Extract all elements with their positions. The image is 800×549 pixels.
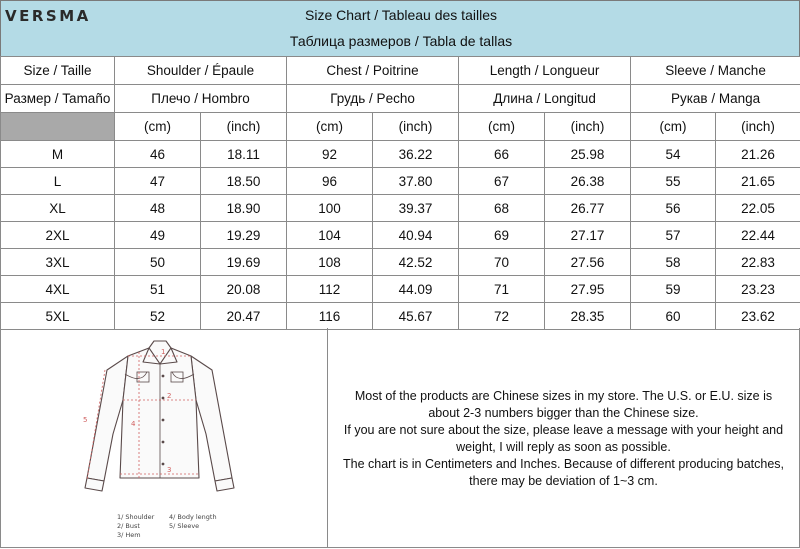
chest-inch-cell: 44.09: [373, 276, 459, 303]
length-cm-cell: 70: [459, 249, 545, 276]
unit-inch: (inch): [201, 113, 287, 141]
length-cm-cell: 72: [459, 303, 545, 330]
chest-inch-cell: 37.80: [373, 168, 459, 195]
note-line: about 2-3 numbers bigger than the Chinese size.: [428, 406, 699, 420]
size-rows: [1, 141, 800, 330]
length-inch-cell: 25.98: [545, 141, 631, 168]
diagram-label-2: 2: [167, 392, 172, 400]
chest-inch-cell: 40.94: [373, 222, 459, 249]
chest-inch-cell: 39.37: [373, 195, 459, 222]
sleeve-cm-cell: 57: [631, 222, 716, 249]
diagram-label-5: 5: [83, 416, 88, 424]
legend-shoulder: 1/ Shoulder: [117, 513, 155, 521]
size-row: [1, 195, 800, 222]
legend-hem: 3/ Hem: [117, 531, 141, 539]
size-row: [1, 168, 800, 195]
legend-body-length: 4/ Body length: [169, 513, 217, 521]
unit-cm: (cm): [115, 113, 201, 141]
note-line: there may be deviation of 1~3 cm.: [469, 474, 658, 488]
legend-bust: 2/ Bust: [117, 522, 140, 530]
size-cell: 2XL: [1, 222, 115, 249]
shoulder-cm-cell: 46: [115, 141, 201, 168]
unit-cm: (cm): [631, 113, 716, 141]
chart-header: [0, 0, 800, 57]
note-line: Most of the products are Chinese sizes in my store. The U.S. or E.U. size is: [354, 389, 773, 403]
sleeve-header-alt: Рукав / Manga: [631, 85, 800, 113]
note-line: If you are not sure about the size, please leave a message with your height and: [343, 423, 784, 437]
size-cell: 4XL: [1, 276, 115, 303]
size-notes: [328, 388, 799, 490]
unit-inch: (inch): [716, 113, 800, 141]
note-line: weight, I will reply as soon as possible.: [456, 440, 671, 454]
chart-title: Size Chart / Tableau des tailles: [305, 7, 497, 23]
shoulder-inch-cell: 19.69: [201, 249, 287, 276]
size-row: [1, 303, 800, 330]
diagram-label-4: 4: [131, 420, 136, 428]
length-cm-cell: 68: [459, 195, 545, 222]
sleeve-inch-cell: 23.62: [716, 303, 800, 330]
legend-sleeve: 5/ Sleeve: [169, 522, 200, 530]
length-header: Length / Longueur: [459, 57, 631, 85]
size-row: [1, 276, 800, 303]
unit-row-blank-cell: [1, 113, 115, 141]
shoulder-inch-cell: 18.90: [201, 195, 287, 222]
note-line: The chart is in Centimeters and Inches. Because of different producing batches,: [343, 457, 784, 471]
chest-header-alt: Грудь / Pecho: [287, 85, 459, 113]
info-section: [0, 328, 800, 548]
length-cm-cell: 67: [459, 168, 545, 195]
sleeve-cm-cell: 54: [631, 141, 716, 168]
shoulder-cm-cell: 51: [115, 276, 201, 303]
length-header-alt: Длина / Longitud: [459, 85, 631, 113]
size-header: Size / Taille: [1, 57, 115, 85]
size-header-alt: Размер / Tamaño: [1, 85, 115, 113]
size-cell: XL: [1, 195, 115, 222]
size-cell: 5XL: [1, 303, 115, 330]
chest-header: Chest / Poitrine: [287, 57, 459, 85]
size-table: [0, 56, 800, 330]
unit-cm: (cm): [459, 113, 545, 141]
shoulder-inch-cell: 18.11: [201, 141, 287, 168]
sleeve-inch-cell: 21.26: [716, 141, 800, 168]
shoulder-inch-cell: 19.29: [201, 222, 287, 249]
size-row: [1, 222, 800, 249]
measurement-diagram: [1, 328, 328, 547]
shoulder-cm-cell: 47: [115, 168, 201, 195]
length-inch-cell: 27.95: [545, 276, 631, 303]
unit-row: [1, 113, 800, 141]
diagram-label-1: 1: [161, 348, 166, 356]
brand-logo: VERSMA: [5, 7, 91, 25]
size-row: [1, 141, 800, 168]
shoulder-inch-cell: 18.50: [201, 168, 287, 195]
size-cell: 3XL: [1, 249, 115, 276]
shoulder-header-alt: Плечо / Hombro: [115, 85, 287, 113]
length-inch-cell: 26.38: [545, 168, 631, 195]
sleeve-inch-cell: 22.83: [716, 249, 800, 276]
chest-cm-cell: 104: [287, 222, 373, 249]
sleeve-inch-cell: 23.23: [716, 276, 800, 303]
length-inch-cell: 27.56: [545, 249, 631, 276]
shoulder-cm-cell: 48: [115, 195, 201, 222]
shirt-illustration: [1, 328, 327, 547]
shoulder-cm-cell: 49: [115, 222, 201, 249]
chest-cm-cell: 116: [287, 303, 373, 330]
sleeve-inch-cell: 22.05: [716, 195, 800, 222]
chest-inch-cell: 36.22: [373, 141, 459, 168]
chart-subtitle: Таблица размеров / Tabla de tallas: [289, 33, 513, 49]
length-inch-cell: 26.77: [545, 195, 631, 222]
length-cm-cell: 71: [459, 276, 545, 303]
shoulder-cm-cell: 50: [115, 249, 201, 276]
chest-inch-cell: 45.67: [373, 303, 459, 330]
length-cm-cell: 66: [459, 141, 545, 168]
sleeve-inch-cell: 22.44: [716, 222, 800, 249]
unit-cm: (cm): [287, 113, 373, 141]
sleeve-header: Sleeve / Manche: [631, 57, 800, 85]
sleeve-cm-cell: 59: [631, 276, 716, 303]
shoulder-header: Shoulder / Épaule: [115, 57, 287, 85]
header-row-primary: [1, 57, 800, 85]
chest-cm-cell: 112: [287, 276, 373, 303]
size-cell: L: [1, 168, 115, 195]
size-row: [1, 249, 800, 276]
length-inch-cell: 28.35: [545, 303, 631, 330]
sleeve-cm-cell: 58: [631, 249, 716, 276]
size-cell: M: [1, 141, 115, 168]
diagram-label-3: 3: [167, 466, 172, 474]
header-row-secondary: [1, 85, 800, 113]
shoulder-cm-cell: 52: [115, 303, 201, 330]
chest-cm-cell: 100: [287, 195, 373, 222]
sleeve-cm-cell: 55: [631, 168, 716, 195]
chest-cm-cell: 108: [287, 249, 373, 276]
unit-inch: (inch): [545, 113, 631, 141]
shoulder-inch-cell: 20.08: [201, 276, 287, 303]
sleeve-cm-cell: 60: [631, 303, 716, 330]
shoulder-inch-cell: 20.47: [201, 303, 287, 330]
sleeve-cm-cell: 56: [631, 195, 716, 222]
chest-inch-cell: 42.52: [373, 249, 459, 276]
chest-cm-cell: 96: [287, 168, 373, 195]
unit-inch: (inch): [373, 113, 459, 141]
length-inch-cell: 27.17: [545, 222, 631, 249]
chest-cm-cell: 92: [287, 141, 373, 168]
sleeve-inch-cell: 21.65: [716, 168, 800, 195]
length-cm-cell: 69: [459, 222, 545, 249]
